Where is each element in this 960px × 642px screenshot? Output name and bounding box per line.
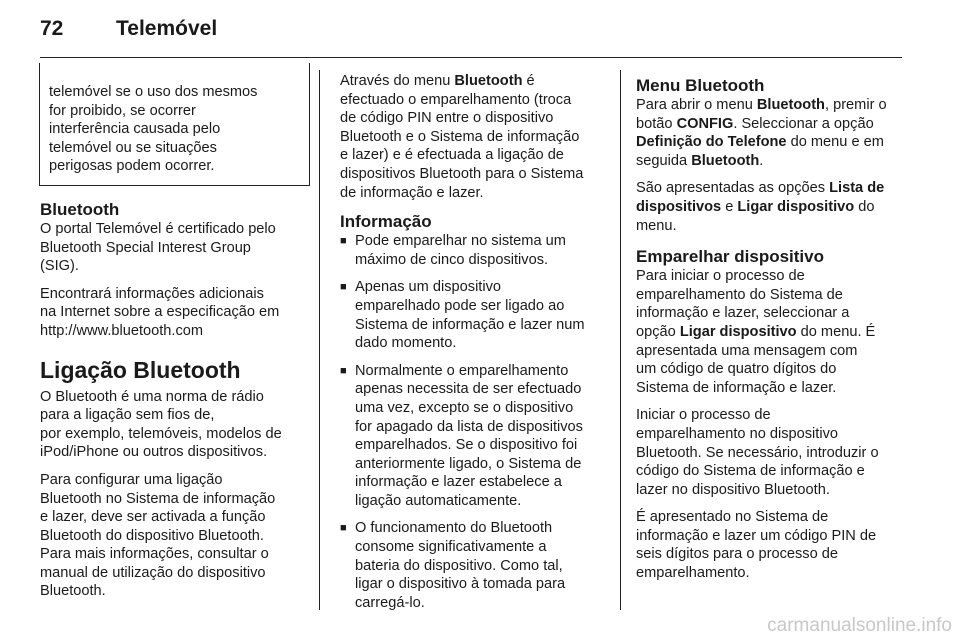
list-item: ■ O funcionamento do Bluetooth consome significativamente a bateria do dispositivo. Como tal, ligar o dispositivo à tomada para carregá-lo. [340, 519, 608, 612]
paragraph: Através do menu Bluetooth é efectuado o emparelhamento (troca de código PIN entre o dispositivo Bluetooth e o Sistema de informação e lazer) e é efectuada a ligação de dispositivos Bluetooth para o Sistema de informação e lazer. [340, 73, 584, 201]
watermark: carmanualsonline.info [767, 615, 952, 636]
section-heading-ligacao: Ligação Bluetooth [40, 356, 241, 383]
warning-line: interferência causada pelo [49, 121, 221, 138]
list-item: ■ Normalmente o emparelhamento apenas necessita de ser efectuado uma vez, excepto se o dispositivo for apagado da lista de dispositivos emparelhados. Se o dispositivo foi anteriormente ligado, o Sistema de informação e lazer estabelece a ligação automaticamente. [340, 362, 608, 511]
page-header [0, 0, 960, 60]
warning-line: for proibido, se ocorrer [49, 102, 196, 119]
paragraph: Para iniciar o processo de emparelhamento do Sistema de informação e lazer, seleccionar a opção Ligar dispositivo do menu. É apresentada uma mensagem com um código de quatro dígitos do Sistema de informação e lazer. [636, 268, 876, 396]
warning-box [39, 75, 310, 186]
paragraph: Para configurar uma ligação Bluetooth no Sistema de informação e lazer, deve ser activada a função Bluetooth do dispositivo Bluetooth. Para mais informações, consultar o manual de utilização do dispositivo Bluetooth. [40, 471, 276, 600]
paragraph: Encontrará informações adicionais na Internet sobre a especificação em http://www.bluetooth.com [40, 285, 280, 339]
section-heading-informacao: Informação [340, 212, 432, 232]
page-number: 72 [40, 17, 64, 40]
section-heading-bluetooth: Bluetooth [40, 199, 120, 219]
section-heading-menu-bluetooth: Menu Bluetooth [636, 76, 765, 95]
paragraph: São apresentadas as opções Lista de dispositivos e Ligar dispositivo do menu. [636, 180, 885, 234]
chapter-title: Telemóvel [116, 17, 218, 40]
paragraph: Iniciar o processo de emparelhamento no dispositivo Bluetooth. Se necessário, introduzir o código do Sistema de informação e lazer no dispositivo Bluetooth. [636, 407, 879, 498]
paragraph: O Bluetooth é uma norma de rádio para a ligação sem fios de, por exemplo, telemóveis, modelos de iPod/iPhone ou outros dispositivos. [40, 388, 282, 461]
bluetooth-url: http://www.bluetooth.com [40, 322, 204, 339]
paragraph: O portal Telemóvel é certificado pelo Bluetooth Special Interest Group (SIG). [40, 220, 276, 275]
section-heading-emparelhar: Emparelhar dispositivo [636, 247, 824, 267]
column-2 [340, 72, 608, 621]
column-divider-1 [319, 70, 320, 610]
list-item: ■ Pode emparelhar no sistema um máximo de cinco dispositivos. [340, 232, 608, 269]
warning-line: perigosas podem ocorrer. [49, 158, 215, 175]
list-item: ■ Apenas um dispositivo emparelhado pode ser ligado ao Sistema de informação e lazer num dado momento. [340, 278, 608, 352]
column-1 [40, 72, 310, 610]
column-divider-2 [620, 70, 621, 610]
column-3 [636, 72, 906, 592]
warning-line: telemóvel ou se situações [49, 139, 217, 156]
warning-line: telemóvel se o uso dos mesmos [49, 84, 258, 100]
header-rule [40, 57, 902, 58]
paragraph: É apresentado no Sistema de informação e lazer um código PIN de seis dígitos para o processo de emparelhamento. [636, 509, 877, 582]
paragraph: Para abrir o menu Bluetooth, premir o botão CONFIG. Seleccionar a opção Definição do Telefone do menu e em seguida Bluetooth. [636, 97, 887, 169]
info-list [340, 232, 608, 612]
